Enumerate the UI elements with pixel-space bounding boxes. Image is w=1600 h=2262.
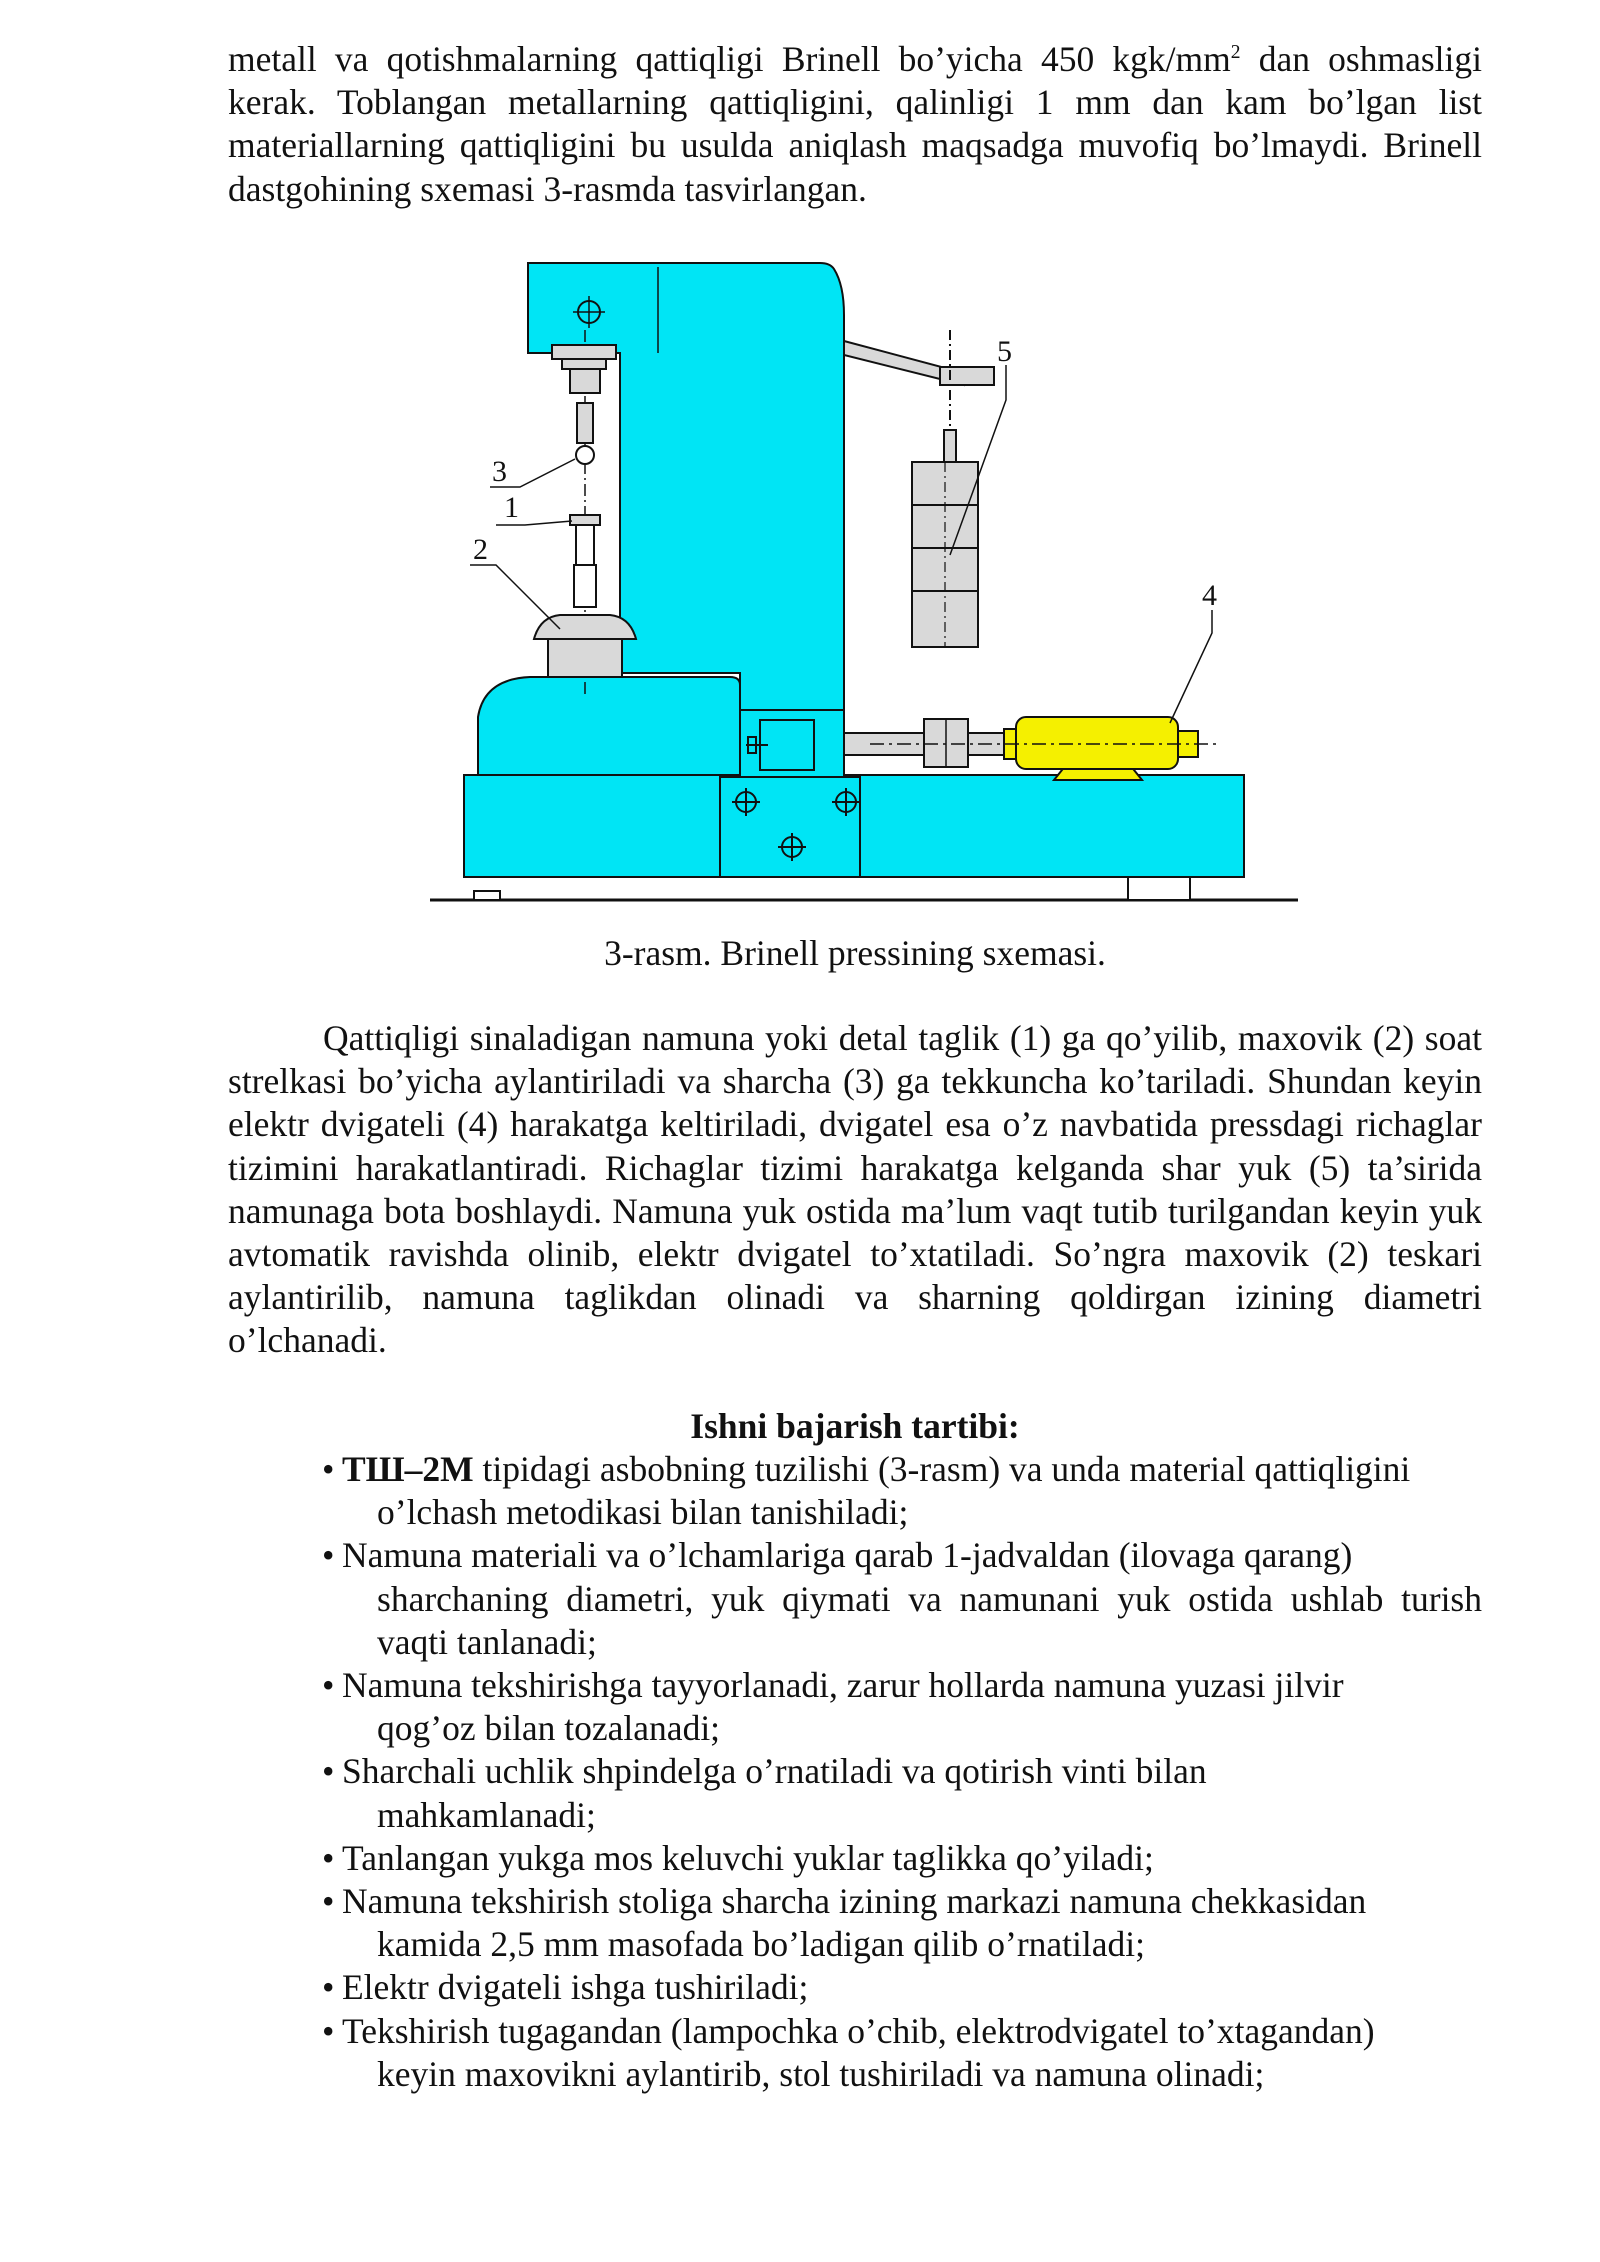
electric-motor — [1016, 717, 1178, 769]
label-1: 1 — [504, 491, 519, 524]
list-item: • Namuna tekshirishga tayyorlanadi, zarur hollarda namuna yuzasi jilvir qog’oz bilan tozalanadi; — [322, 1665, 1344, 1749]
motor-plate — [720, 777, 860, 877]
list-item: • Tekshirish tugagandan (lampochka o’chib, elektrodvigatel to’xtagandan) keyin maxovikni aylantirib, stol tushiriladi va namuna olinadi; — [322, 2010, 1375, 2094]
list-item: • Tanlangan yukga mos keluvchi yuklar taglikka qo’yiladi; — [322, 1837, 1154, 1878]
figure-caption: 3-rasm. Brinell pressining sxemasi. — [604, 933, 1106, 973]
list-item: • Namuna tekshirish stoliga sharcha izining markazi namuna chekkasidan kamida 2,5 mm masofada bo’ladigan qilib o’rnatiladi; — [322, 1881, 1367, 1965]
press-lower-body — [478, 677, 740, 775]
label-2: 2 — [473, 533, 488, 566]
intro-paragraph: metall va qotishmalarning qattiqligi Brinell bo’yicha 450 kgk/$mm^2$ dan oshmasligi kerak. Toblangan metallarning qattiqligini, qalinligi 1 mm dan kam bo’lgan list materiallarning qattiqligini bu usulda aniqlash maqsadga muvofiq bo’lmaydi. Brinell dastgohining sxemasi 3-rasmda tasvirlangan. — [228, 39, 1482, 209]
ball-indenter — [576, 446, 594, 464]
foot-right — [1128, 877, 1190, 900]
list-item: • ТШ–2М tipidagi asbobning tuzilishi (3-rasm) va unda material qattiqligini o’lchash metodikasi bilan tanishiladi; — [322, 1449, 1411, 1533]
description-paragraph: Qattiqligi sinaladigan namuna yoki detal taglik (1) ga qo’yilib, maxovik (2) soat strelkasi bo’yicha aylantiriladi va sharcha (3) ga tekkuncha ko’tariladi. Shundan keyin elektr dvigateli (4) harakatga keltiriladi, dvigatel esa o’z navbatida pressdagi richaglar tizimini harakatlantiradi. Richaglar tizimi harakatga kelganda shar yuk (5) ta’sirida namunaga bota boshlaydi. Namuna yuk ostida ma’lum vaqt tutib turilgandan keyin yuk avtomatik ravishda olinib, elektr dvigatel to’xtatiladi. So’ngra maxovik (2) teskari aylantirilib, namuna taglikdan olinadi va sharning qoldirgan izining diametri o’lchanadi. — [228, 1018, 1482, 1361]
list-item: • Namuna materiali va o’lchamlariga qarab 1-jadvaldan (ilovaga qarang) sharchaning diametri, yuk qiymati va namunani yuk ostida ushlab turish vaqti tanlanadi; — [322, 1535, 1482, 1662]
procedure-list — [322, 1448, 1482, 2096]
spindle-head — [552, 345, 616, 359]
section-heading: Ishni bajarish tartibi: — [690, 1406, 1020, 1446]
list-item: • Sharchali uchlik shpindelga o’rnatiladi va qotirish vinti bilan mahkamlanadi; — [322, 1751, 1207, 1835]
label-4: 4 — [1202, 579, 1217, 612]
brinell-press-diagram — [430, 255, 1300, 915]
list-item: • Elektr dvigateli ishga tushiriladi; — [322, 1967, 809, 2008]
lifting-screw — [548, 639, 622, 677]
label-5: 5 — [997, 335, 1012, 368]
anvil-top — [570, 515, 600, 525]
label-3: 3 — [492, 455, 507, 488]
foot-left — [474, 891, 500, 900]
